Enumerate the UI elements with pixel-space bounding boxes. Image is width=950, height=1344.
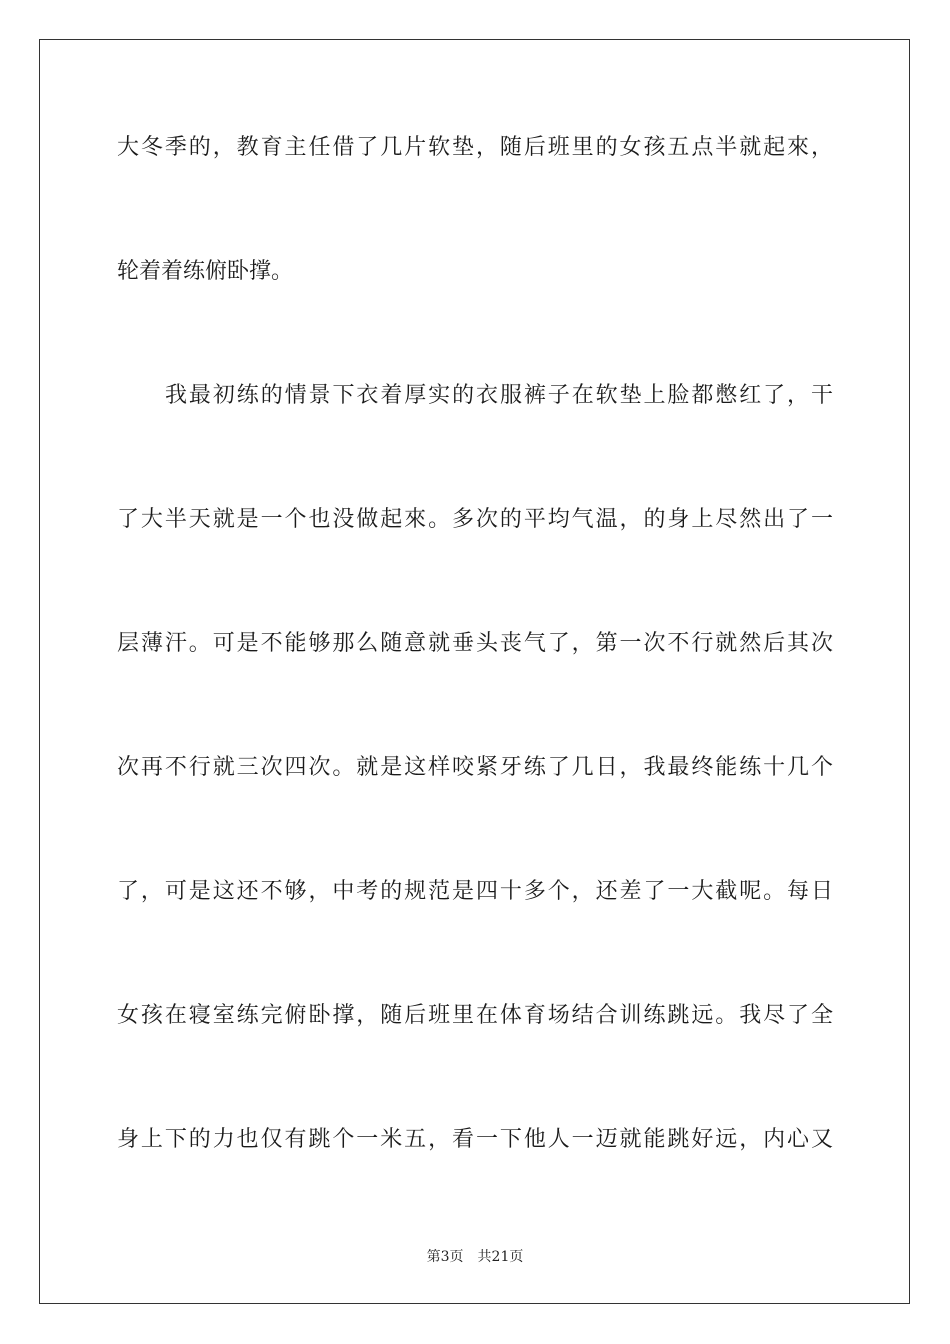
text-line-1: 大冬季的，教育主任借了几片软垫，随后班里的女孩五点半就起來， bbox=[117, 135, 833, 160]
text-line-5: 层薄汗。可是不能够那么随意就垂头丧气了，第一次不行就然后其次 bbox=[117, 631, 833, 656]
page-frame bbox=[39, 39, 910, 1304]
page-footer bbox=[0, 1248, 950, 1266]
text-line-2: 轮着着练俯卧撑。 bbox=[117, 259, 294, 284]
text-line-9: 身上下的力也仅有跳个一米五，看一下他人一迈就能跳好远，内心又 bbox=[117, 1127, 833, 1152]
text-line-8: 女孩在寝室练完俯卧撑，随后班里在体育场结合训练跳远。我尽了全 bbox=[117, 1003, 833, 1028]
page-total: 共21页 bbox=[477, 1249, 524, 1265]
text-line-3: 我最初练的情景下衣着厚实的衣服裤子在软垫上脸都憋红了，干 bbox=[165, 383, 833, 408]
text-line-7: 了，可是这还不够，中考的规范是四十多个，还差了一大截呢。每日 bbox=[117, 879, 833, 904]
text-line-6: 次再不行就三次四次。就是这样咬紧牙练了几日，我最终能练十几个 bbox=[117, 755, 833, 780]
page-number: 第3页 bbox=[426, 1249, 464, 1265]
text-line-4: 了大半天就是一个也没做起來。多次的平均气温，的身上尽然出了一 bbox=[117, 507, 833, 532]
